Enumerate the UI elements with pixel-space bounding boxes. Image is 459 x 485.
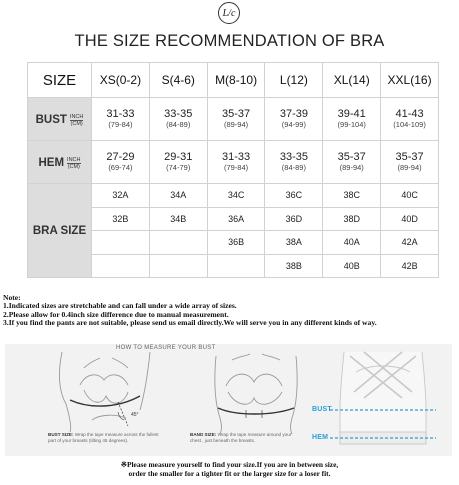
how-to-measure-title: HOW TO MEASURE YOUR BUST (116, 345, 216, 351)
band-measure-figure (215, 354, 297, 434)
bust-cell: 37-39 (94-99) (265, 98, 323, 141)
bust-measure-figure (59, 352, 150, 432)
bra-size-cell: 36A (207, 207, 265, 231)
hem-cell: 31-33 (79-84) (207, 141, 265, 184)
bra-size-cell: 32A (92, 184, 150, 208)
bra-size-cell: 36C (265, 184, 323, 208)
bra-size-cell: 40B (323, 254, 381, 278)
hem-cell: 35-37 (89-94) (323, 141, 381, 184)
bust-cell: 39-41 (99-104) (323, 98, 381, 141)
size-header-cell: L(12) (265, 63, 323, 98)
hem-cell: 35-37 (89-94) (381, 141, 439, 184)
hem-cell: 29-31 (74-79) (149, 141, 207, 184)
bra-size-cell: 32B (92, 207, 150, 231)
note-item: 3.If you find the pants are not suitable, please send us email directly.We will serve you in any different kinds of way. (3, 318, 377, 328)
bra-size-cell: 34C (207, 184, 265, 208)
bust-cell: 31-33 (79-84) (92, 98, 150, 141)
bra-size-cell: 38B (265, 254, 323, 278)
bra-size-cell: 40C (381, 184, 439, 208)
size-header-cell: XXL(16) (381, 63, 439, 98)
bra-size-cell: 40D (381, 207, 439, 231)
hem-marker-label: HEM (312, 434, 329, 441)
sports-bra-illustration (330, 352, 436, 444)
bra-size-cell: 38D (323, 207, 381, 231)
unit-label: INCH (CM) (69, 113, 84, 127)
notes-heading: Note: (3, 293, 21, 302)
size-header-cell: XS(0-2) (92, 63, 150, 98)
hem-cell: 27-29 (69-74) (92, 141, 150, 184)
size-header-cell: S(4-6) (149, 63, 207, 98)
footer-line: ※Please measure yourself to find your size.If you are in between size, (120, 460, 339, 469)
bust-cell: 35-37 (89-94) (207, 98, 265, 141)
size-header-label: SIZE (28, 63, 92, 98)
note-item: 2.Please allow for 0.4inch size difference due to manual measurement. (3, 309, 229, 319)
bra-size-cell: 34B (149, 207, 207, 231)
band-tape (218, 408, 294, 418)
bra-size-label: BRA SIZE (28, 184, 92, 278)
bra-size-cell: 38C (323, 184, 381, 208)
size-header-cell: M(8-10) (207, 63, 265, 98)
hem-label: HEM (38, 157, 65, 169)
footer-line: order the smaller for a tighter fit or the larger size for a loser fit. (128, 468, 331, 478)
footer-note (0, 461, 459, 478)
bra-size-cell: 42B (381, 254, 439, 278)
bra-size-cell: 40A (323, 231, 381, 255)
band-size-caption: BAND SIZE: Wrap the tape measure around your chest , just beneath the breasts. (190, 432, 292, 443)
bra-size-cell: 42A (381, 231, 439, 255)
bust-size-caption: BUST SIZE: Wrap the tape measure across the fullest part of your breasts (tilting 45 degrees). (48, 432, 159, 443)
hem-cell: 33-35 (84-89) (265, 141, 323, 184)
bra-size-cell: 36B (207, 231, 265, 255)
bust-marker-label: BUST (312, 406, 332, 413)
angle-label: 45° (131, 412, 139, 418)
size-header-cell: XL(14) (323, 63, 381, 98)
note-item: 1.Indicated sizes are stretchable and can fall under a wide array of sizes. (3, 301, 237, 311)
bust-cell: 41-43 (104-109) (381, 98, 439, 141)
bra-size-cell: 38A (265, 231, 323, 255)
bra-size-cell: 36D (265, 207, 323, 231)
unit-label: INCH (CM) (67, 156, 81, 170)
bust-label: BUST (35, 114, 67, 126)
page-title: THE SIZE RECOMMENDATION OF BRA (74, 32, 385, 50)
bust-tape (70, 396, 140, 426)
bra-size-cell: 34A (149, 184, 207, 208)
brand-logo: L/c (218, 2, 240, 24)
bust-cell: 33-35 (84-89) (149, 98, 207, 141)
